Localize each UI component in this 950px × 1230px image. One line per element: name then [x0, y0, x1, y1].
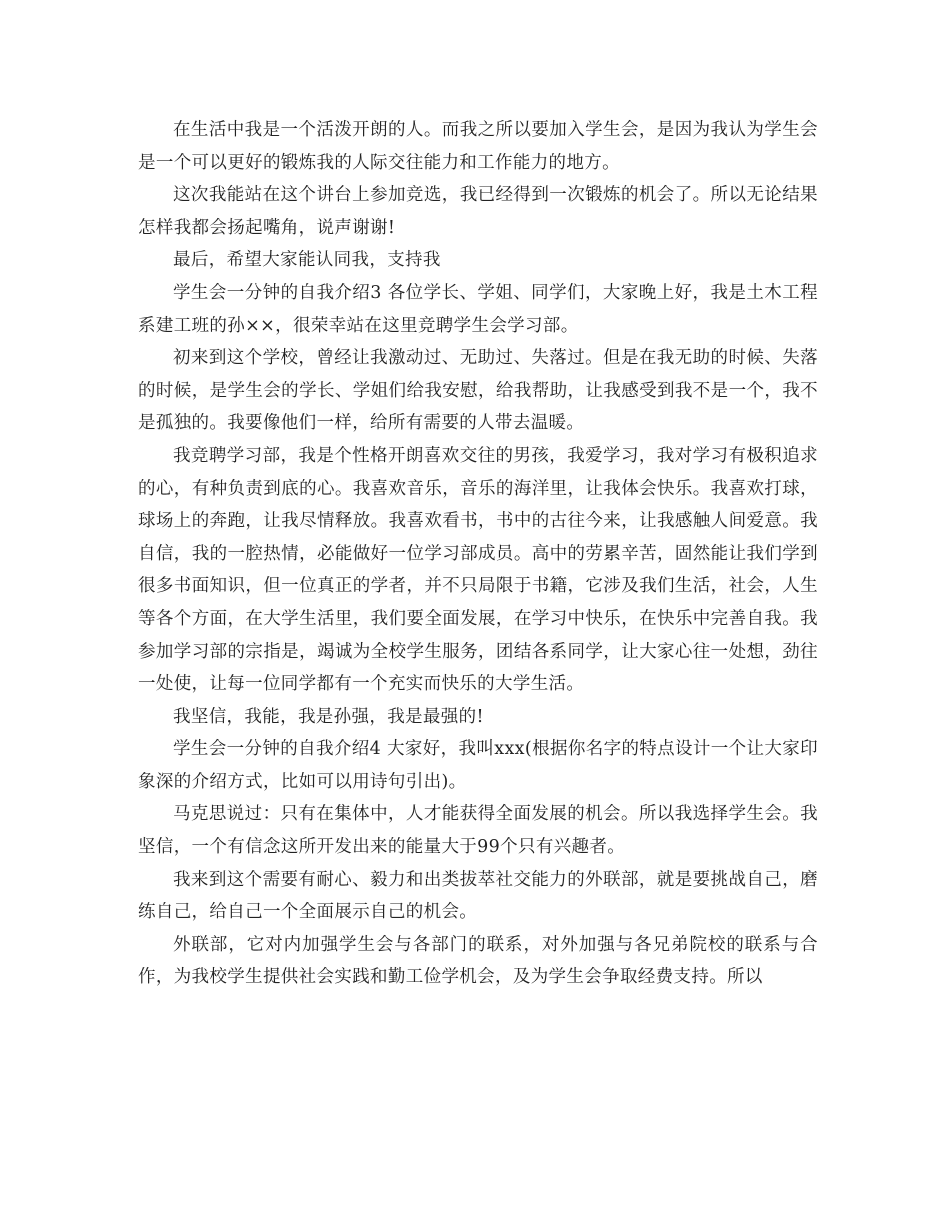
paragraph: 马克思说过：只有在集体中，人才能获得全面发展的机会。所以我选择学生会。我坚信，一个有信念这所开发出来的能量大于99个只有兴趣者。 — [138, 804, 818, 858]
paragraph: 学生会一分钟的自我介绍3 各位学长、学姐、同学们，大家晚上好，我是土木工程系建工班的孙××，很荣幸站在这里竞聘学生会学习部。 — [138, 282, 818, 336]
paragraph: 初来到这个学校，曾经让我激动过、无助过、失落过。但是在我无助的时候、失落的时候，是学生会的学长、学姐们给我安慰，给我帮助，让我感受到我不是一个，我不是孤独的。我要像他们一样，给所有需要的人带去温暖。 — [138, 348, 818, 434]
paragraph: 我来到这个需要有耐心、毅力和出类拔萃社交能力的外联部，就是要挑战自己，磨练自己，给自己一个全面展示自己的机会。 — [138, 869, 818, 923]
paragraph: 外联部，它对内加强学生会与各部门的联系，对外加强与各兄弟院校的联系与合作，为我校学生提供社会实践和勤工俭学机会，及为学生会争取经费支持。所以 — [138, 934, 818, 988]
paragraph: 我坚信，我能，我是孙强，我是最强的! — [173, 706, 484, 727]
document-body — [138, 114, 818, 994]
paragraph: 这次我能站在这个讲台上参加竞选，我已经得到一次锻炼的机会了。所以无论结果怎样我都会扬起嘴角，说声谢谢! — [138, 185, 818, 238]
paragraph: 学生会一分钟的自我介绍4 大家好，我叫xxx(根据你名字的特点设计一个让大家印象深的介绍方式，比如可以用诗句引出)。 — [138, 739, 818, 792]
paragraph: 在生活中我是一个活泼开朗的人。而我之所以要加入学生会，是因为我认为学生会是一个可以更好的锻炼我的人际交往能力和工作能力的地方。 — [138, 120, 818, 173]
paragraph: 我竞聘学习部，我是个性格开朗喜欢交往的男孩，我爱学习，我对学习有极积追求的心，有种负责到底的心。我喜欢音乐，音乐的海洋里，让我体会快乐。我喜欢打球，球场上的奔跑，让我尽情释放。我喜欢看书，书中的古往今来，让我感触人间爱意。我自信，我的一腔热情，必能做好一位学习部成员。高中的劳累辛苦，固然能让我们学到很多书面知识，但一位真正的学者，并不只局限于书籍，它涉及我们生活，社会，人生等各个方面，在大学生活里，我们要全面发展，在学习中快乐，在快乐中完善自我。我参加学习部的宗指是，竭诚为全校学生服务，团结各系同学，让大家心往一处想，劲往一处使，让每一位同学都有一个充实而快乐的大学生活。 — [138, 445, 818, 695]
paragraph: 最后，希望大家能认同我，支持我 — [173, 250, 441, 271]
